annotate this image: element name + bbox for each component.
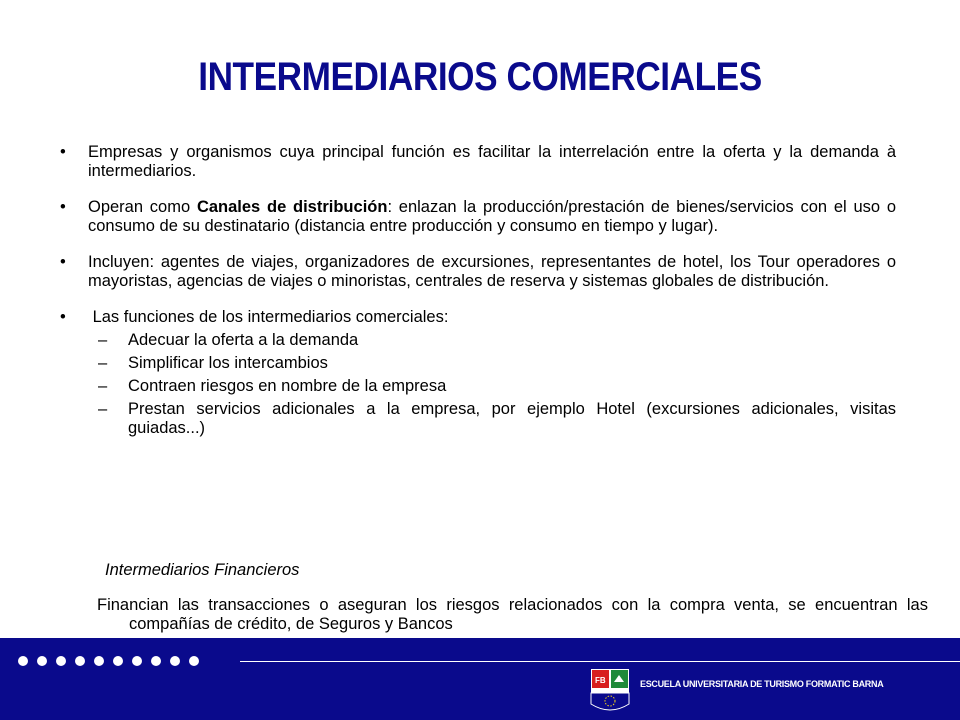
bullet-dot: • [60, 308, 66, 326]
dot-icon [170, 656, 180, 666]
bullet-text: Empresas y organismos cuya principal función es facilitar la interrelación entre la oferta y la demanda à intermediarios. [88, 143, 896, 180]
logo-text: FB [595, 676, 606, 685]
bullet-text: Incluyen: agentes de viajes, organizadores de excursiones, representantes de hotel, los Tour operadores o mayoristas, agencias de viajes o minoristas, centrales de reserva y sistemas globales de distribución. [88, 253, 896, 290]
bullet-item [60, 198, 896, 236]
dot-icon [75, 656, 85, 666]
school-logo-icon [590, 668, 630, 716]
bullet-dot: • [60, 253, 66, 271]
bullet-text: Las funciones de los intermediarios comerciales: [88, 308, 449, 326]
bullet-item [60, 143, 896, 181]
sub-dash: – [98, 400, 108, 418]
function-item [60, 377, 896, 396]
bullet-item [60, 253, 896, 291]
bullet-text-bold: Canales de distribución [196, 198, 388, 216]
function-item [60, 400, 896, 438]
dot-icon [151, 656, 161, 666]
bullet-dot: • [60, 143, 66, 161]
bullet-dot: • [60, 198, 66, 216]
sub-dash: – [98, 331, 108, 349]
slide-content [60, 143, 896, 438]
financieros-text: Financian las transacciones o aseguran los riesgos relacionados con la compra venta, se encuentran las compañías de crédito, de Seguros y Bancos [97, 596, 928, 633]
bullet-text-post: : enlazan la producción/prestación de bienes/servicios con el uso o consumo de su destinatario (distancia entre producción y consumo en tiempo y lugar). [88, 198, 896, 235]
dot-icon [37, 656, 47, 666]
bullet-item [60, 308, 896, 327]
financieros-heading: Intermediarios Financieros [105, 561, 300, 579]
function-text: Adecuar la oferta a la demanda [128, 331, 359, 349]
function-text: Prestan servicios adicionales a la empresa, por ejemplo Hotel (excursiones adicionales, visitas guiadas...) [128, 400, 896, 437]
dot-icon [56, 656, 66, 666]
sub-dash: – [98, 377, 108, 395]
dot-icon [18, 656, 28, 666]
dot-icon [189, 656, 199, 666]
bullet-text-pre: Operan como [88, 198, 197, 216]
function-text: Simplificar los intercambios [128, 354, 328, 372]
dot-icon [132, 656, 142, 666]
footer-dots [18, 656, 199, 666]
school-name: ESCUELA UNIVERSITARIA DE TURISMO FORMATIC BARNA [640, 679, 884, 689]
footer-bar [0, 638, 960, 720]
dot-icon [94, 656, 104, 666]
function-item [60, 331, 896, 350]
slide-title: INTERMEDIARIOS COMERCIALES [198, 55, 762, 99]
sub-dash: – [98, 354, 108, 372]
footer-divider [240, 661, 960, 662]
function-text: Contraen riesgos en nombre de la empresa [128, 377, 447, 395]
dot-icon [113, 656, 123, 666]
function-item [60, 354, 896, 373]
